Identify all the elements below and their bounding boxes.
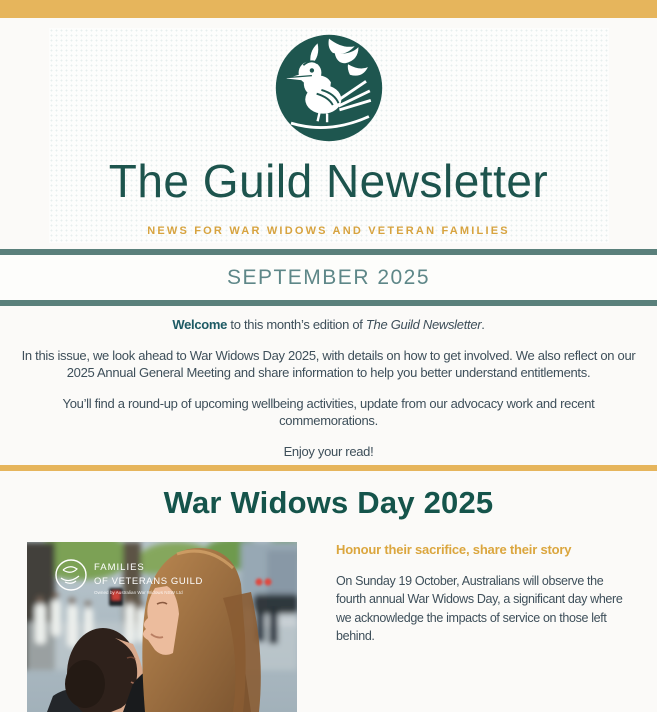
newsletter-tagline: NEWS FOR WAR WIDOWS AND VETERAN FAMILIES	[147, 225, 510, 237]
intro-section	[0, 306, 657, 460]
feature-photo	[27, 542, 297, 712]
feature-body: On Sunday 19 October, Australians will observe the fourth annual War Widows Day, a significant day where we acknowledge the impacts of service on those left behind.	[336, 574, 623, 643]
intro-paragraph-roundup: You’ll find a round-up of upcoming wellbeing activities, update from our advocacy work and recent commemorations.	[62, 395, 595, 429]
top-gold-bar	[0, 0, 657, 18]
welcome-word: Welcome	[172, 317, 228, 332]
intro-paragraph-issue: In this issue, we look ahead to War Widows Day 2025, with details on how to get involved. We also reflect on our 2025 Annual General Meeting and share information to help you better understand entitlements.	[21, 347, 636, 381]
newsletter-title: The Guild Newsletter	[108, 155, 549, 207]
gold-divider	[0, 465, 657, 471]
feature-section	[0, 542, 657, 712]
intro-paragraph-welcome	[13, 316, 645, 334]
overlay-line3: Owned by Australian War Widows NSW Ltd	[94, 590, 183, 596]
overlay-line2: OF VETERANS GUILD	[94, 576, 203, 588]
feature-subheading: Honour their sacrifice, share their story	[336, 542, 572, 558]
welcome-text: to this month’s edition of	[227, 317, 366, 332]
feature-heading: War Widows Day 2025	[163, 485, 494, 521]
overlay-line1: FAMILIES	[94, 562, 145, 574]
feature-text-column	[336, 542, 630, 645]
newsletter-name-italic: The Guild Newsletter	[365, 317, 482, 332]
issue-date: SEPTEMBER 2025	[226, 265, 431, 289]
intro-paragraph-enjoy: Enjoy your read!	[283, 443, 374, 459]
newsletter-masthead	[49, 28, 609, 243]
kookaburra-emblem-icon	[272, 31, 386, 145]
welcome-period: .	[481, 317, 485, 332]
issue-date-band	[0, 255, 657, 300]
